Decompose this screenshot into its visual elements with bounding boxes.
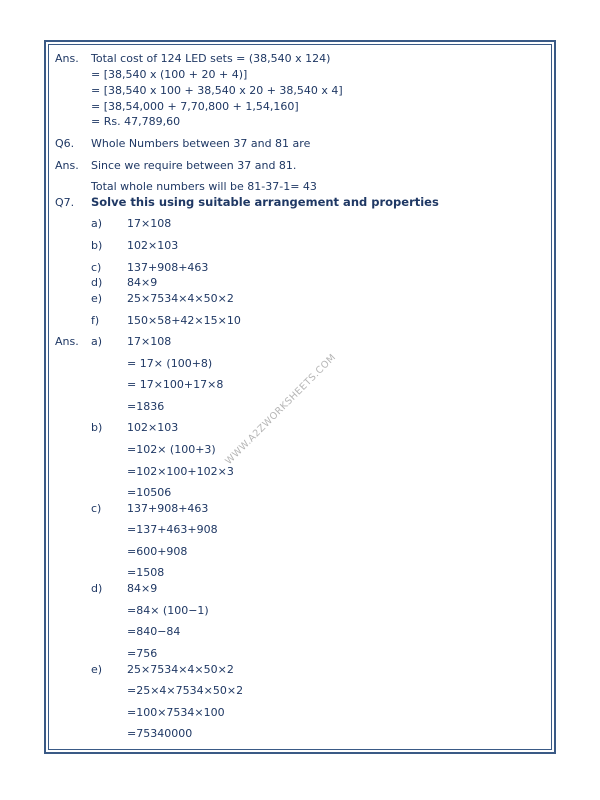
part-label: b)	[91, 239, 103, 252]
answer-part-label: b)	[91, 421, 103, 434]
answer-step: 25×7534×4×50×2	[127, 663, 234, 676]
answer-part-label: d)	[91, 582, 103, 595]
answer-step: =756	[127, 647, 158, 660]
part-label: d)	[91, 276, 103, 289]
part-expression: 25×7534×4×50×2	[127, 292, 234, 305]
answer-step: = 17× (100+8)	[127, 357, 213, 370]
answer-step: =25×4×7534×50×2	[127, 684, 244, 697]
answer-step: 102×103	[127, 421, 179, 434]
part-label: e)	[91, 292, 103, 305]
answer-label: Ans.	[55, 159, 79, 172]
part-expression: 17×108	[127, 217, 172, 230]
answer-step: =137+463+908	[127, 523, 218, 536]
answer-step: =75340000	[127, 727, 193, 740]
answer-line: = [38,54,000 + 7,70,800 + 1,54,160]	[91, 100, 299, 113]
answer-line: = [38,540 x (100 + 20 + 4)]	[91, 68, 248, 81]
question-title: Solve this using suitable arrangement and properties	[91, 195, 439, 209]
answer-step: 137+908+463	[127, 502, 209, 515]
part-expression: 137+908+463	[127, 261, 209, 274]
answer-step: =84× (100−1)	[127, 604, 209, 617]
answer-line: Total cost of 124 LED sets = (38,540 x 124)	[91, 52, 331, 65]
answer-step: =102× (100+3)	[127, 443, 216, 456]
answer-line: = [38,540 x 100 + 38,540 x 20 + 38,540 x 4]	[91, 84, 343, 97]
part-label: f)	[91, 314, 100, 327]
answer-step: =100×7534×100	[127, 706, 225, 719]
answer-step: 84×9	[127, 582, 158, 595]
answer-label: Ans.	[55, 335, 79, 348]
answer-label: Ans.	[55, 52, 79, 65]
watermark: WWW.A2ZWORKSHEETS.COM	[223, 351, 339, 468]
question-number: Q7.	[55, 196, 75, 209]
answer-step: = 17×100+17×8	[127, 378, 224, 391]
answer-step: =600+908	[127, 545, 188, 558]
answer-line: Since we require between 37 and 81.	[91, 159, 297, 172]
answer-line: = Rs. 47,789,60	[91, 115, 181, 128]
question-text: Whole Numbers between 37 and 81 are	[91, 137, 311, 150]
answer-step: =102×100+102×3	[127, 465, 234, 478]
part-label: a)	[91, 217, 103, 230]
answer-part-label: a)	[91, 335, 103, 348]
answer-part-label: e)	[91, 663, 103, 676]
part-label: c)	[91, 261, 102, 274]
answer-step: 17×108	[127, 335, 172, 348]
answer-step: =840−84	[127, 625, 181, 638]
answer-part-label: c)	[91, 502, 102, 515]
answer-step: =10506	[127, 486, 172, 499]
question-number: Q6.	[55, 137, 75, 150]
answer-line: Total whole numbers will be 81-37-1= 43	[91, 180, 317, 193]
part-expression: 84×9	[127, 276, 158, 289]
part-expression: 102×103	[127, 239, 179, 252]
answer-step: =1508	[127, 566, 165, 579]
answer-step: =1836	[127, 400, 165, 413]
part-expression: 150×58+42×15×10	[127, 314, 241, 327]
